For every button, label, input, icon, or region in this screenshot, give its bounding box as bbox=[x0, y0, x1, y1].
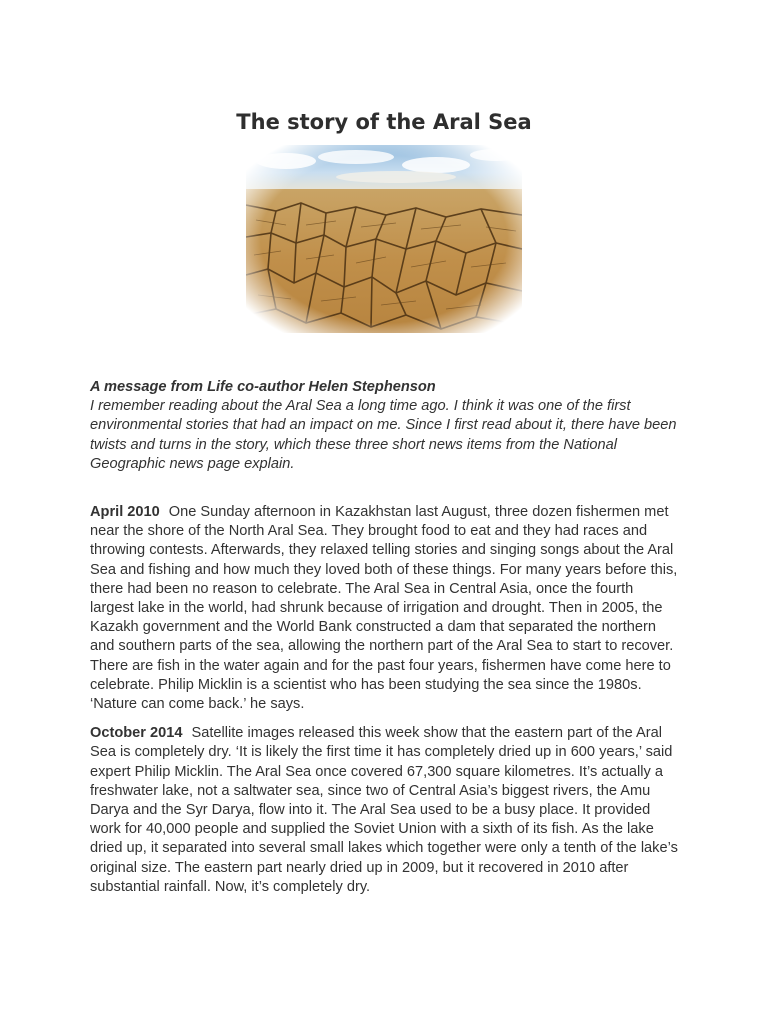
article-body bbox=[90, 378, 680, 897]
news-entry bbox=[90, 503, 680, 714]
entry-text: Satellite images released this week show that the eastern part of the Aral Sea is completely dry. ‘It is likely the first time it has completely dried up in 600 years,’ said expert Philip Micklin. The Aral Sea once covered 67,300 square kilometres. It’s actually a freshwater lake, not a saltwater sea, since two of Central Asia’s biggest rivers, the Amu Darya and the Syr Darya, flow into it. The Aral Sea used to be a busy place. It provided work for 40,000 people and supplied the Soviet Union with a sixth of its fish. As the lake dried up, it separated into several small lakes which together were only a tenth of the lake’s original size. The eastern part nearly dried up in 2009, but it recovered in 2010 after substantial rainfall. Now, it’s completely dry. bbox=[90, 725, 678, 895]
page-title: The story of the Aral Sea bbox=[236, 110, 532, 134]
entry-text: One Sunday afternoon in Kazakhstan last August, three dozen fishermen met near the shore of the North Aral Sea. They brought food to eat and they had races and throwing contests. Afterwards, they relaxed telling stories and singing songs about the Aral Sea and fishing and how much they loved both of these things. For many years before this, there had been no reason to celebrate. The Aral Sea in Central Asia, once the fourth largest lake in the world, had shrunk because of irrigation and drought. Then in 2005, the Kazakh government and the World Bank constructed a dam that separated the northern and southern parts of the sea, allowing the northern part of the Aral Sea to start to recover. There are fish in the water again and for the past four years, fishermen have come here to celebrate. Philip Micklin is a scientist who has been studying the sea since the 1980s. ‘Nature can come back.’ he says. bbox=[90, 504, 678, 713]
message-body: I remember reading about the Aral Sea a long time ago. I think it was one of the first environmental stories that had an impact on me. Since I first read about it, there have been twists and turns in the story, which these three short news items from the National Geographic news page explain. bbox=[90, 398, 677, 472]
entry-date: October 2014 bbox=[90, 725, 183, 742]
news-entry bbox=[90, 724, 680, 897]
dry-cracked-earth-photo bbox=[246, 145, 522, 333]
entry-date: April 2010 bbox=[90, 504, 160, 521]
message-heading: A message from Life co-author Helen Stephenson bbox=[90, 379, 436, 395]
